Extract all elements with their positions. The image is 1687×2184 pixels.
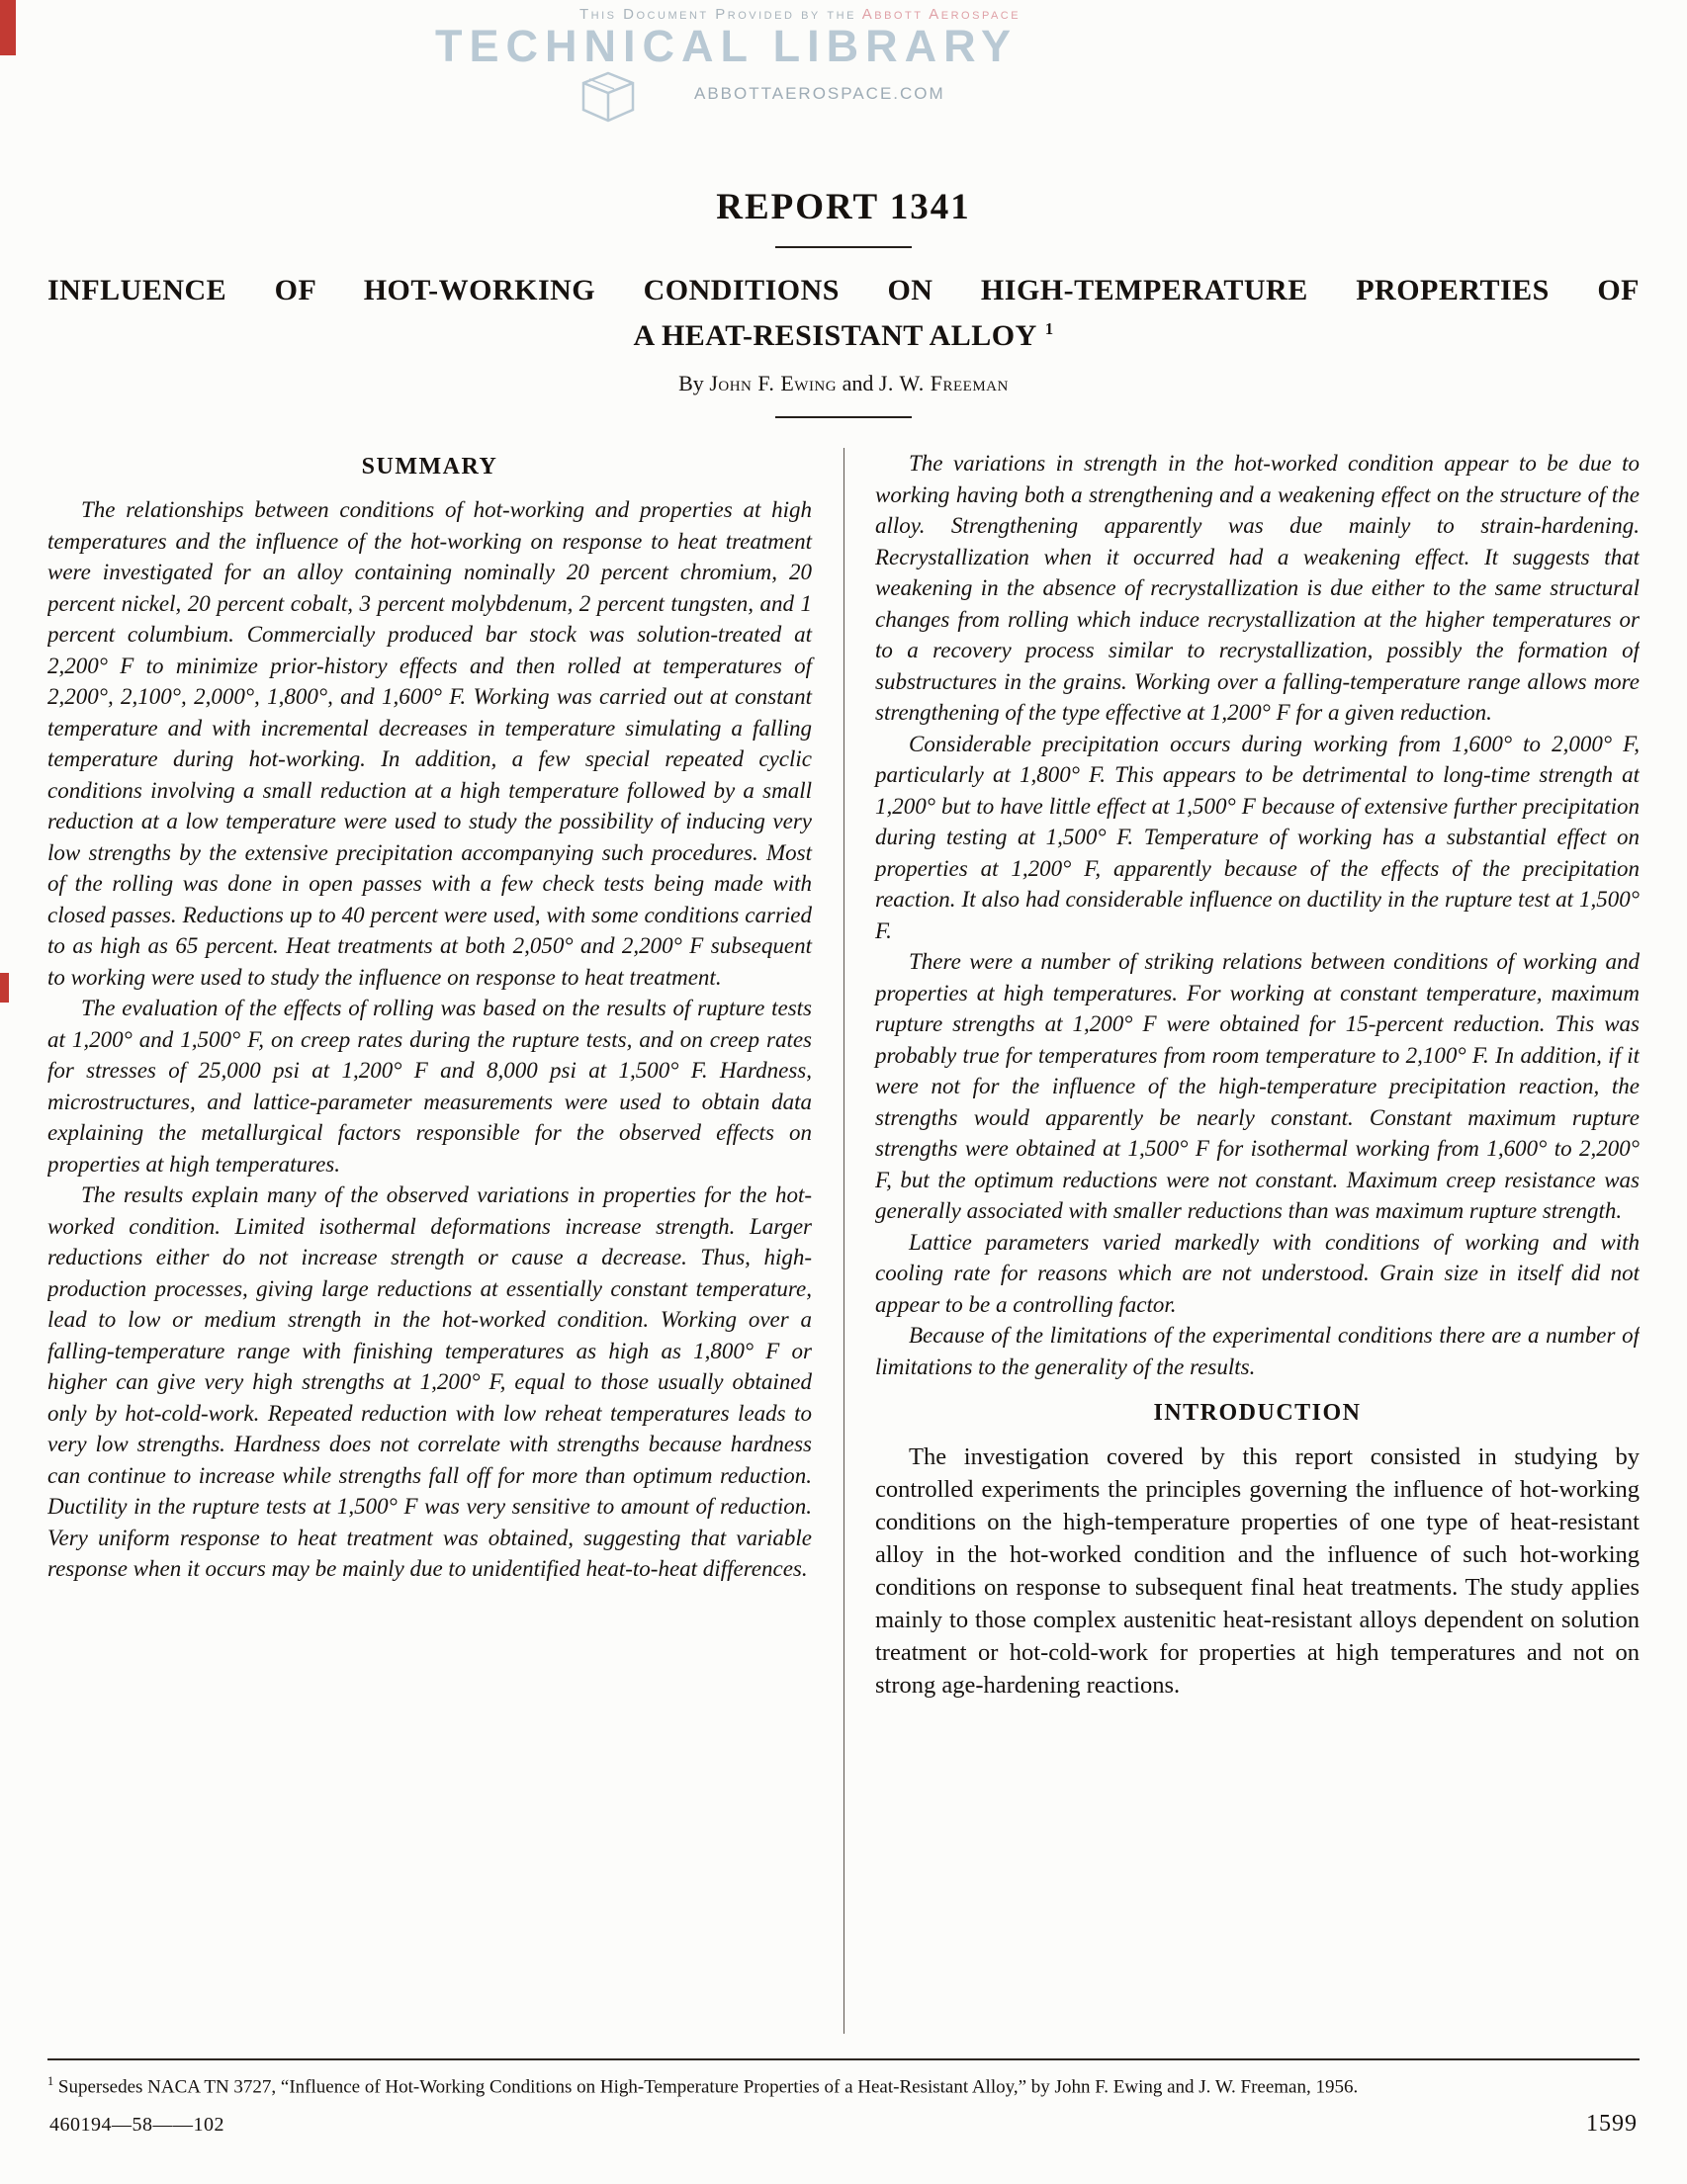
introduction-paragraph: The investigation covered by this report consisted in studying by controlled experiments the principles governing the influence of hot-working conditions on the high-temperature properties of one type of heat-resistant alloy in the hot-worked condition and the influence of such hot-working conditions on response to subsequent final heat treatments. The study applies mainly to those complex austenitic heat-resistant alloys dependent on solution treatment or hot-cold-work for properties at high temperatures and not on strong age-hardening reactions. bbox=[875, 1443, 1640, 1699]
scan-mark-left-edge bbox=[0, 973, 9, 1003]
author-1: John F. Ewing bbox=[709, 371, 838, 395]
footnote-text: Supersedes NACA TN 3727, “Influence of Hot-Working Conditions on High-Temperature Properties of a Heat-Resistant Alloy,” by John F. Ewing and J. W. Freeman, 1956. bbox=[53, 2076, 1359, 2098]
footnote-marker: 1 bbox=[47, 2074, 54, 2088]
two-column-text bbox=[47, 448, 1640, 2034]
report-title bbox=[47, 274, 1640, 353]
summary-paragraph: The variations in strength in the hot-worked condition appear to be due to working having both a strengthening and a weakening effect on the structure of the alloy. Strengthening apparently was due mainly to strain-hardening. Recrystallization when it occurred had a weakening effect. It suggests that weakening in the absence of recrystallization is due either to the same structural changes from rolling which induce recrystallization at the higher temperatures or to a recovery process similar to recrystallization, possibly the formation of substructures in the grains. Working over a falling-temperature range allows more strengthening of the type effective at 1,200° F for a given reduction. bbox=[875, 451, 1640, 725]
page-footer bbox=[47, 2058, 1640, 2138]
watermark-bottom-row bbox=[435, 70, 1073, 129]
title-footnote-reference: 1 bbox=[1044, 319, 1054, 338]
scan-mark-top-left bbox=[0, 0, 16, 55]
report-title-line1: INFLUENCE OF HOT-WORKING CONDITIONS ON HIGH-TEMPERATURE PROPERTIES OF bbox=[47, 274, 1640, 306]
watermark-provided-highlight: Abbott Aerospace bbox=[861, 6, 1021, 23]
title-rule bbox=[775, 246, 912, 248]
watermark-subtitle: ABBOTTAEROSPACE.COM bbox=[694, 84, 945, 103]
author-2: J. W. Freeman bbox=[878, 371, 1009, 395]
summary-paragraph: There were a number of striking relations between conditions of working and properties at high temperatures. For working at constant temperature, maximum rupture strengths at 1,200° F were obtained for 15-percent reduction. This was probably true for temperatures from room temperature to 2,100° F. In addition, if it were not for the influence of the high-temperature precipitation reaction, the strengths would apparently be nearly constant. Constant maximum rupture strengths were obtained at 1,500° F for isothermal working from 1,600° to 2,200° F, but the optimum reductions were not constant. Maximum creep resistance was generally associated with smaller reductions than was maximum rupture strength. bbox=[875, 949, 1640, 1223]
page-number: 1599 bbox=[1586, 2111, 1638, 2138]
print-code: 460194—58——102 bbox=[49, 2114, 224, 2137]
byline-prefix: By bbox=[678, 371, 704, 395]
cube-logo-icon bbox=[579, 70, 637, 129]
library-watermark bbox=[435, 6, 1073, 129]
right-column bbox=[844, 448, 1640, 2034]
summary-heading: SUMMARY bbox=[361, 454, 498, 480]
left-column bbox=[47, 448, 844, 2034]
summary-paragraph: Because of the limitations of the experimental conditions there are a number of limitations to the generality of the results. bbox=[875, 1323, 1640, 1379]
introduction-heading: INTRODUCTION bbox=[1153, 1400, 1362, 1426]
report-title-line2 bbox=[47, 319, 1640, 353]
summary-paragraph: Lattice parameters varied markedly with conditions of working and with cooling rate for reasons which are not understood. Grain size in itself did not appear to be a controlling factor. bbox=[875, 1229, 1640, 1317]
byline-rule bbox=[775, 416, 912, 418]
summary-paragraph: The results explain many of the observed variations in properties for the hot-worked condition. Limited isothermal deformations increase strength. Larger reductions either do not increase strength or cause a decrease. Thus, high-production processes, giving large reductions at essentially constant temperature, lead to low or medium strength in the hot-worked condition. Working over a falling-temperature range with finishing temperatures as high as 1,800° F or higher can give very high strengths at 1,200° F, equal to those usually obtained only by hot-cold-work. Repeated reduction with low reheat temperatures leads to very low strengths. Hardness does not correlate with strengths because hardness can continue to increase while strengths fall off for more than optimum reduction. Ductility in the rupture tests at 1,500° F was very sensitive to amount of reduction. Very uniform response to heat treatment was obtained, suggesting that variable response when it occurs may be mainly due to unidentified heat-to-heat differences. bbox=[47, 1182, 812, 1581]
summary-paragraph: The relationships between conditions of hot-working and properties at high temperatures and the influence of the hot-working on response to heat treatment were investigated for an alloy containing nominally 20 percent chromium, 20 percent nickel, 20 percent cobalt, 3 percent molybdenum, 2 percent tungsten, and 1 percent columbium. Commercially produced bar stock was solution-treated at 2,200° F to minimize prior-history effects and then rolled at temperatures of 2,200°, 2,100°, 2,000°, 1,800°, and 1,600° F. Working was carried out at constant temperature and with incremental decreases in temperature simulating a falling temperature during hot-working. In addition, a few special repeated cyclic conditions involving a small reduction at a high temperature followed by a small reduction at a low temperature were used to study the possibility of inducing very low strengths by the extensive precipitation accompanying such procedures. Most of the rolling was done in open passes with a few check tests being made with closed passes. Reductions up to 40 percent were used, with some conditions carried to as high as 65 percent. Heat treatments at both 2,050° and 2,200° F subsequent to working were used to study the influence on response to heat treatment. bbox=[47, 497, 812, 990]
watermark-provided-prefix: This Document Provided by the bbox=[579, 6, 856, 23]
watermark-title: TECHNICAL LIBRARY bbox=[435, 21, 1018, 71]
report-title-line2-text: A HEAT-RESISTANT ALLOY bbox=[633, 319, 1037, 352]
report-body bbox=[0, 186, 1687, 2034]
byline bbox=[0, 371, 1687, 396]
report-number: REPORT 1341 bbox=[716, 187, 971, 227]
summary-paragraph: Considerable precipitation occurs during working from 1,600° to 2,000° F, particularly at 1,800° F. This appears to be detrimental to long-time strength at 1,200° but to have little effect at 1,500° F because of extensive further precipitation during testing at 1,500° F. Temperature of working has a substantial effect on properties at 1,200° F, apparently because of the effects of the precipitation reaction. It also had considerable influence on ductility in the rupture test at 1,500° F. bbox=[875, 731, 1640, 943]
byline-conjunction: and bbox=[842, 371, 874, 395]
summary-paragraph: The evaluation of the effects of rolling was based on the results of rupture tests at 1,200° and 1,500° F, on creep rates during the rupture tests, and on creep rates for stresses of 25,000 psi at 1,200° F and 8,000 psi at 1,500° F. Hardness, microstructures, and lattice-parameter measurements were used to obtain data explaining the metallurgical factors responsible for the observed effects on properties at high temperatures. bbox=[47, 996, 812, 1177]
footer-row bbox=[47, 2111, 1640, 2138]
footnote bbox=[47, 2069, 1640, 2099]
